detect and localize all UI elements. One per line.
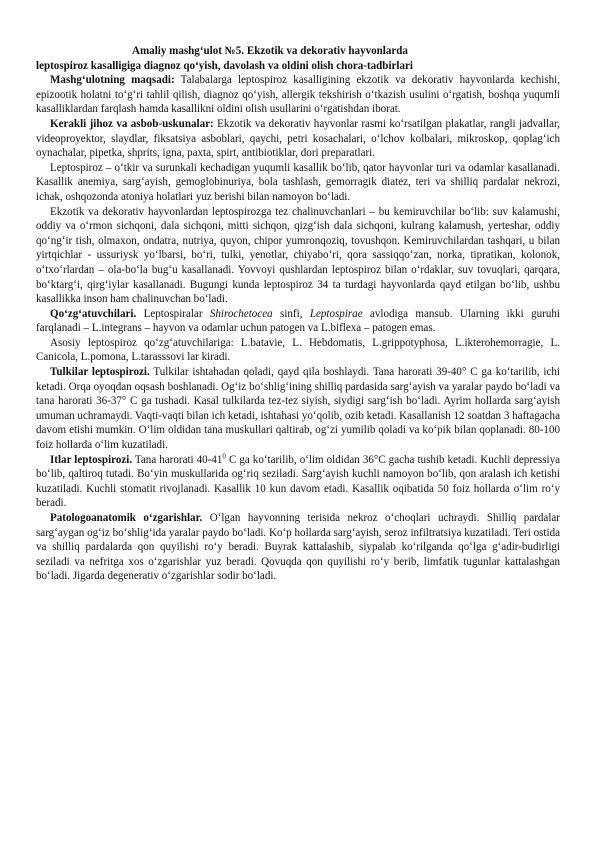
- equipment-label: Kerakli jihoz va asbob-uskunalar:: [50, 117, 214, 130]
- agent-text-a: Leptospiralar: [136, 307, 210, 320]
- paragraph-pathology: [36, 511, 560, 584]
- aim-label: Mashg‘ulotning maqsadi:: [50, 74, 175, 87]
- foxes-text: Tulkilar ishtahadan qoladi, qayd qila boshlaydi. Tana harorati 39-40° C ga ko‘tarilib, ichi ketadi. Orqa oyoqdan oqsash boshlanadi. Og‘iz bo‘shlig‘ining shilliq pardasida sarg‘ayish va yaralar paydo bo‘ladi va tana harorati 36-37° C ga tushadi. Kasal tulkilarda tez-tez siyish, siydigi sarg‘ish bo‘ladi. Ayrim hollarda sarg‘ayish umuman uchramaydi. Vaqti-vaqti bilan ich ketadi, ishtahasi yo‘qolib, ozib ketadi. Kasallanish 12 soatdan 3 haftagacha davom etishi mumkin. O‘lim oldidan tana muskullari qaltirab, og‘zi yumilib qoladi va ko‘pik bilan qoplanadi. 80-100 foiz hollarda o‘lim kuzatiladi.: [36, 366, 560, 452]
- title-line-2: leptospiroz kasalligiga diagnoz qo‘yish, davolash va oldini olish chora-tadbirlari: [36, 59, 413, 72]
- paragraph-aim: [36, 73, 560, 117]
- title-line-1: Amaliy mashg‘ulot №5. Ekzotik va dekorativ hayvonlarda: [132, 45, 408, 57]
- degree-sup: 0: [222, 451, 226, 460]
- pathology-text: O‘lgan hayvonning terisida nekroz o‘choqlari uchraydi. Shilliq pardalar sarg‘aygan og‘iz bo‘shlig‘ida yaralar paydo bo‘ladi. Ko‘p hollarda sarg‘ayish, seroz infiltratsiya kuzatiladi. Teri ostida va shilliq pardalarda qon quyilishi ro‘y beradi. Buyrak kattalashib, siypalab ko‘rilganda qo‘lga g‘adir-budirligi seziladi va nefritga xos o‘zgarishlar yuz beradi. Qovuqda qon quyilishi ro‘y berib, limfatik tugunlar kattalashgan bo‘ladi. Jigarda degenerativ o‘zgarishlar sodir bo‘ladi.: [36, 512, 560, 583]
- paragraph-susceptible: Ekzotik va dekorativ hayvonlardan leptospirozga tez chalinuvchanlari – bu kemiruvchilar bo‘lib: suv kalamushi, oddiy va o‘rmon sichqoni, dala sichqoni, mitti sichqon, qizg‘ish dala sichqoni, kulrang kalamush, yerteshar, oddiy qo‘ng‘ir tish, olmaxon, ondatra, nutriya, quyon, chipor yumronqoziq, tovushqon. Kemiruvchilardan tashqari, u bilan yirtqichlar - ussuriysk yo‘lbarsi, bo‘ri, tulki, yenotlar, chiyabo‘ri, qora sassiqqo‘zan, norka, tipratikan, kolonok, o‘txo‘rlardan – ola-bo‘la bug‘u kasallanadi. Yovvoyi qushlardan leptospiroz bilan o‘rdaklar, suv tovuqlari, qarqara, bo‘ktarg‘i, qirg‘iylar kasallanadi. Bugungi kunda leptospiroz 34 ta turdagi hayvonlarda qayd etilgan bo‘lib, ushbu kasallikka inson ham chalinuvchan bo‘ladi.: [36, 205, 560, 306]
- foxes-label: Tulkilar leptospirozi.: [50, 366, 150, 379]
- paragraph-agent: [36, 307, 560, 336]
- paragraph-foxes: [36, 365, 560, 453]
- dogs-label: Itlar leptospirozi.: [50, 453, 133, 466]
- equipment-text: Ekzotik va dekorativ hayvonlar rasmi ko‘rsatilgan plakatlar, rangli jadvallar, videoproyektor, slaydlar, fiksatsiya asboblari, qaychi, petri kosachalari, o‘lchov kolbalari, mikroskop, qoplag‘ich oynachalar, pipetka, shprits, igna, paxta, spirt, antibiotiklar, dori preparatlari.: [36, 117, 560, 160]
- agent-class: Shirochetocea: [209, 307, 273, 320]
- paragraph-definition: Leptospiroz – o‘tkir va surunkali kechadigan yuqumli kasallik bo‘lib, qator hayvonlar turi va odamlar kasallanadi. Kasallik anemiya, sarg‘ayish, gemoglobinuriya, bola tashlash, gemorragik diatez, teri va shilliq pardalar nekrozi, ichak, oshqozonda atoniya holatlari yuz berishi bilan namoyon bo‘ladi.: [36, 161, 560, 203]
- agent-text-c: avlodiga mansub. Ularning ikki guruhi farqlanadi – L.integrans – hayvon va odamlar uchun patogen va L.biflexa – patogen emas.: [36, 307, 560, 335]
- dogs-text-b: C ga ko‘tarilib, o‘lim oldidan 36°C gacha tushib ketadi. Kuchli depressiya bo‘lib, qaltiroq tutadi. Bo‘yin muskullarida og‘riq seziladi. Sarg‘ayish kuchli namoyon bo‘lib, qon aralash ich ketishi kuzatiladi. Kuchli stomatit rivojlanadi. Kasallik 10 kun davom etadi. Kasallik oqibatida 50 foiz hollarda o‘lim ro‘y beradi.: [36, 453, 561, 510]
- document-title: [36, 44, 560, 73]
- aim-text: Talabalarga leptospiroz kasalligining ekzotik va dekorativ hayvonlarda kechishi, epizootik holatni to‘g‘ri tahlil qilish, diagnoz qo‘yish, allergik tekshirish o‘tkazish usulini o‘rgatish, boshqa yuqumli kasalliklardan farqlash hamda kasallikni oldini olish usullarini o‘rgatishdan iborat.: [36, 74, 560, 116]
- agent-genus: Leptospirae: [309, 307, 363, 320]
- paragraph-serovars: Asosiy leptospiroz qo‘zg‘atuvchilariga: L.batavie, L. Hebdomatis, L.grippotyphosa, L.ikterohemorragie, L. Canicola, L.pomona, L.tarasssovi lar kiradi.: [36, 336, 560, 364]
- paragraph-equipment: [36, 117, 560, 161]
- paragraph-dogs: [36, 453, 560, 511]
- dogs-text-a: Tana harorati 40-41: [132, 453, 223, 466]
- pathology-label: Patologoanatomik o‘zgarishlar.: [50, 512, 203, 524]
- agent-label: Qo‘zg‘atuvchilari.: [50, 307, 137, 320]
- agent-text-b: sinfi,: [272, 307, 310, 320]
